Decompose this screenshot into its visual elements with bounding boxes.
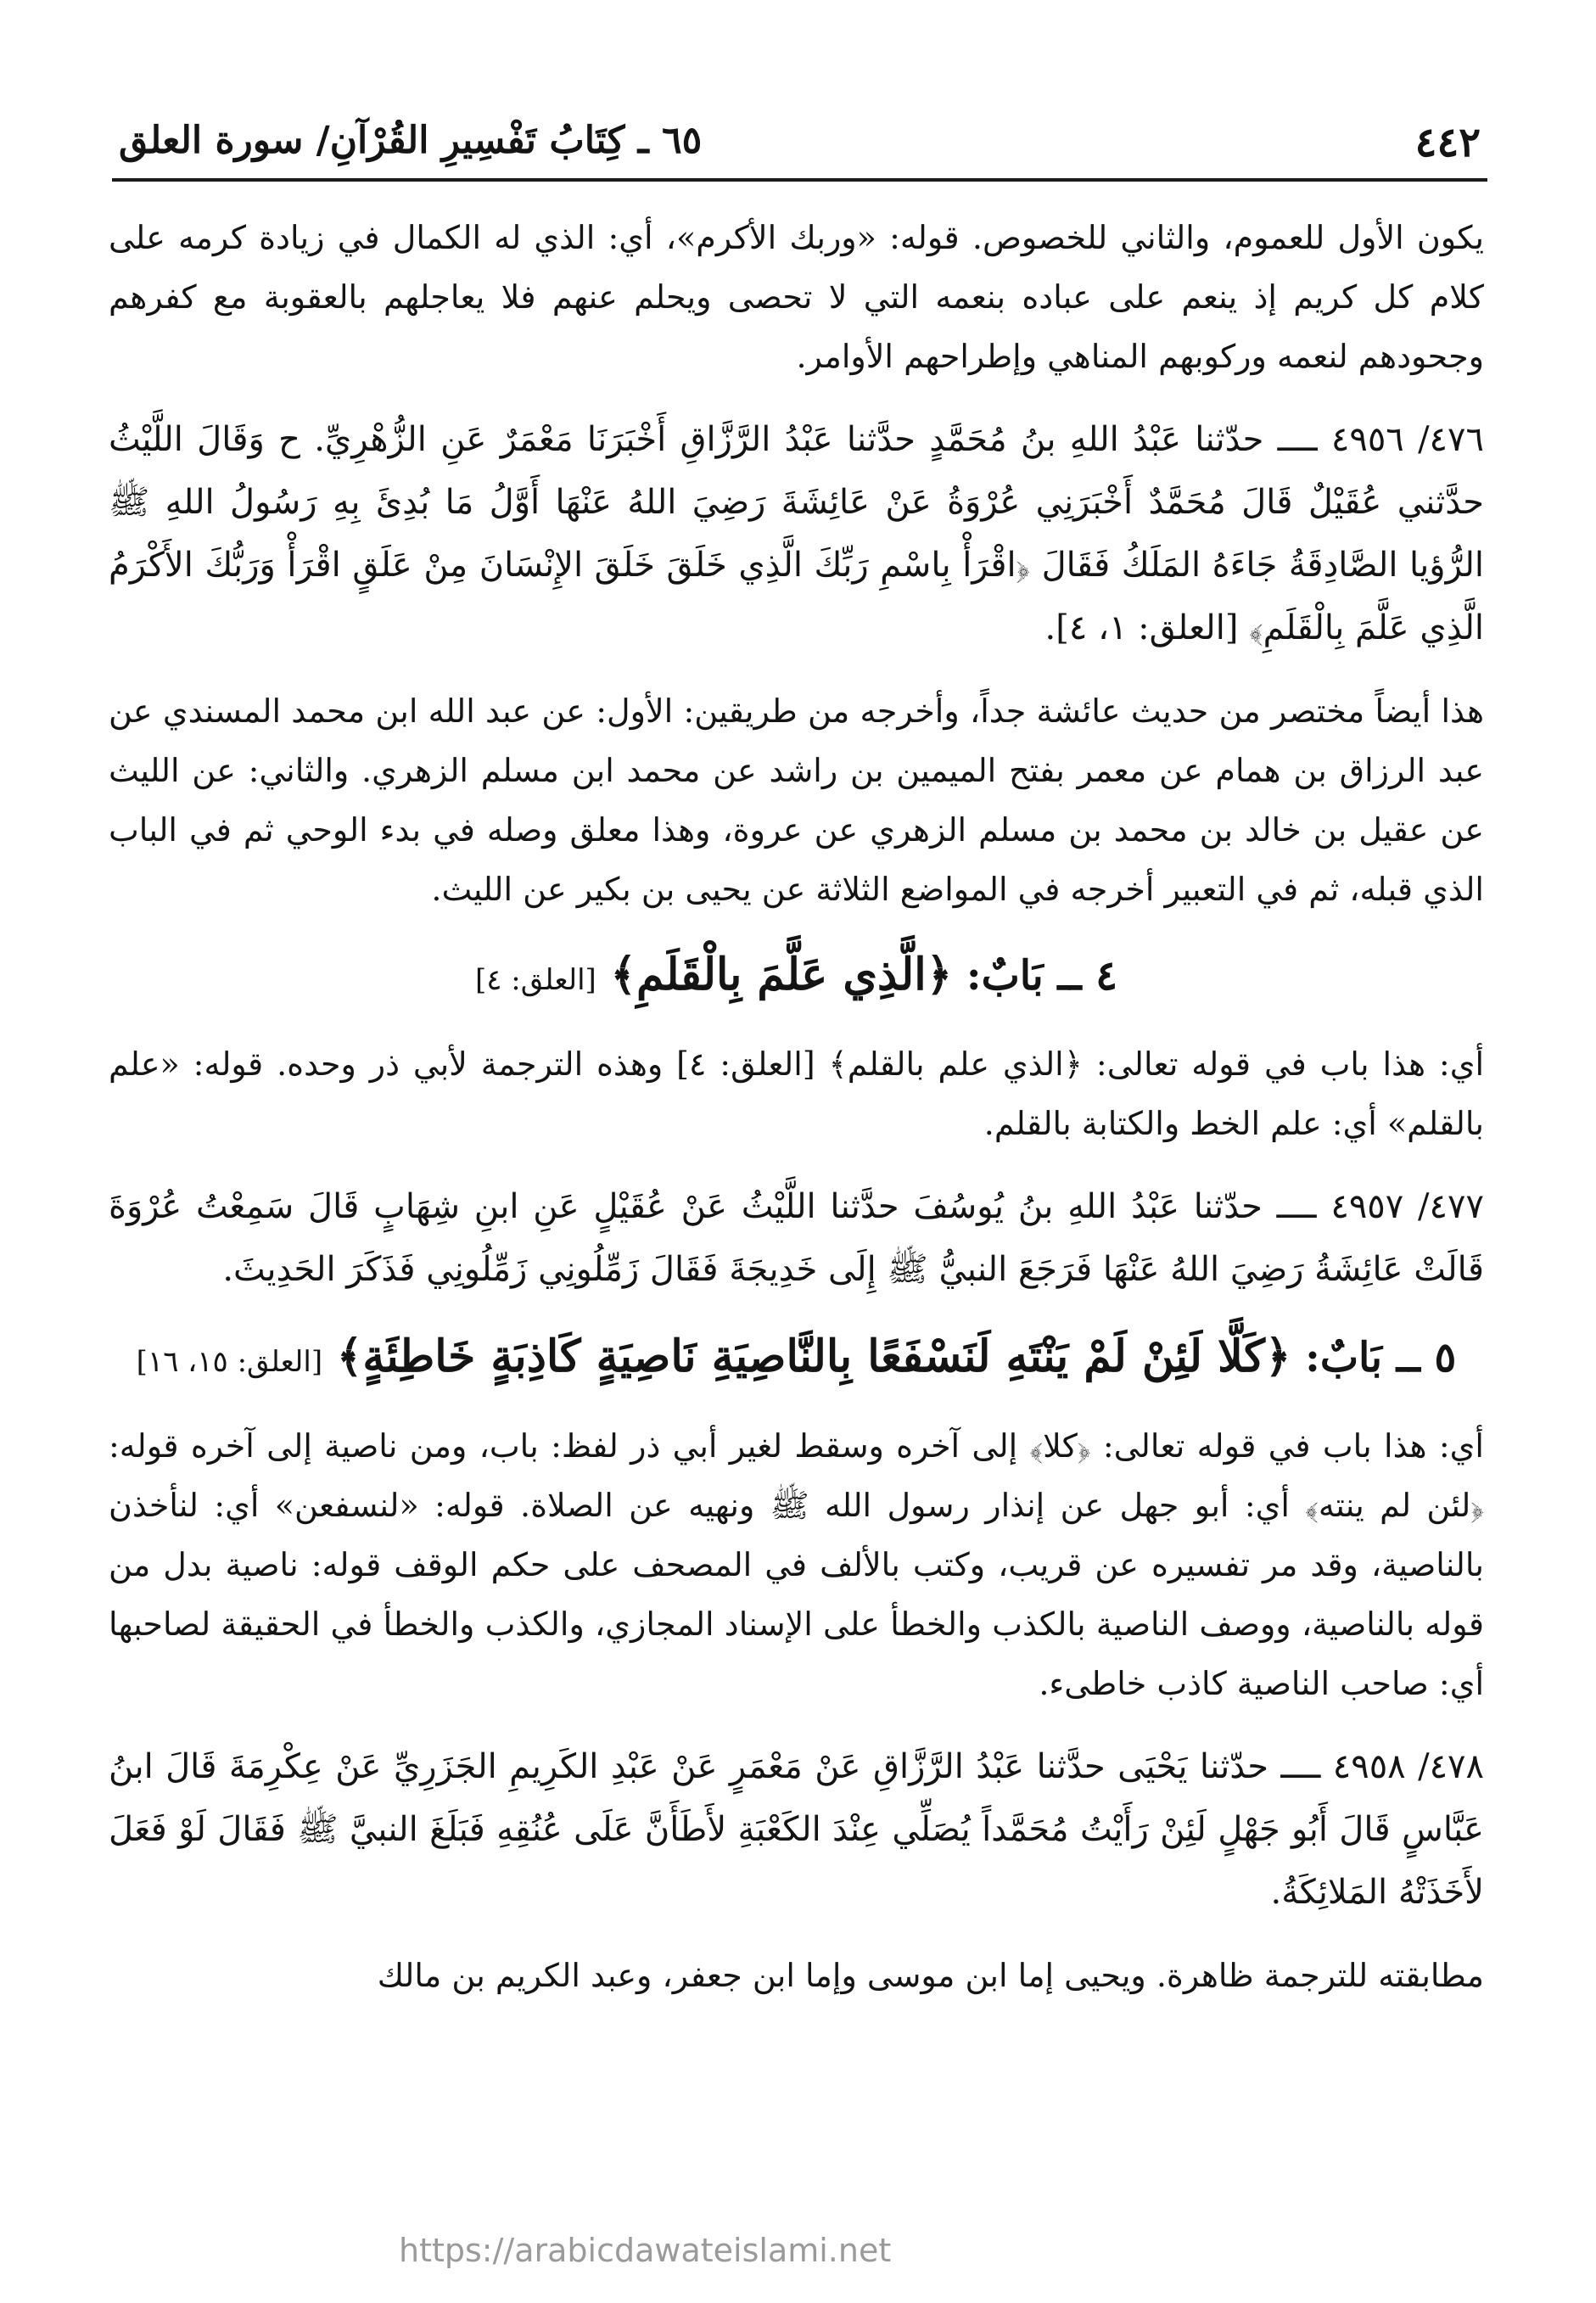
hadith-476 xyxy=(109,408,1484,659)
verse-reference: [العلق: ١٥، ١٦] xyxy=(136,1345,323,1379)
hadith-text: ٤٧٦/ ٤٩٥٦ ــــ حدّثنا عَبْدُ اللهِ بنُ مُحَمَّدٍ حدَّثنا عَبْدُ الرَّزَّاقِ أَخْبَرَنَا مَعْمَرٌ عَنِ الزُّهْرِيِّ. ح وَقَالَ اللَّيْثُ حدَّثني عُقَيْلٌ قَالَ مُحَمَّدٌ أَخْبَرَنِي عُرْوَةُ عَنْ عَائِشَةَ رَضِيَ اللهُ عَنْهَا أَوَّلُ مَا بُدِئَ بِهِ رَسُولُ اللهِ ﷺ الرُّؤيا الصَّادِقَةُ جَاءَهُ المَلَكُ فَقَالَ ﴿اقْرَأْ بِاسْمِ رَبِّكَ الَّذِي خَلَقَ خَلَقَ الإِنْسَانَ مِنْ عَلَقٍ اقْرَأْ وَرَبُّكَ الأَكْرَمُ الَّذِي عَلَّمَ بِالْقَلَمِ﴾ [العلق: ١، ٤]. xyxy=(109,420,1484,647)
hadith-text: ٤٧٧/ ٤٩٥٧ ــــ حدّثنا عَبْدُ اللهِ بنُ يُوسُفَ حدَّثنا اللَّيْثُ عَنْ عُقَيْلٍ عَنِ ابنِ شِهَابٍ قَالَ سَمِعْتُ عُرْوَةَ قَالَتْ عَائِشَةُ رَضِيَ اللهُ عَنْهَا فَرَجَعَ النبيُّ ﷺ إِلَى خَدِيجَةَ فَقَالَ زَمِّلُونِي زَمِّلُونِي فَذَكَرَ الحَدِيثَ. xyxy=(109,1187,1484,1289)
commentary-paragraph xyxy=(109,1416,1484,1713)
commentary-paragraph xyxy=(109,208,1484,386)
paragraph-text: هذا أيضاً مختصر من حديث عائشة جداً، وأخرجه من طريقين: الأول: عن عبد الله ابن محمد المسندي عن عبد الرزاق بن همام عن معمر بفتح الميمين بن راشد عن محمد ابن مسلم الزهري. والثاني: عن الليث عن عقيل بن خالد بن محمد بن مسلم الزهري عن عروة، وهذا معلق وصله في بدء الوحي ثم في الباب الذي قبله، ثم في التعبير أخرجه في المواضع الثلاثة عن يحيى بن بكير عن الليث. xyxy=(109,692,1485,908)
verse-reference: [العلق: ٤] xyxy=(474,963,596,997)
hadith-text: ٤٧٨/ ٤٩٥٨ ــــ حدّثنا يَحْيَى حدَّثنا عَبْدُ الرَّزَّاقِ عَنْ مَعْمَرٍ عَنْ عَبْدِ الكَرِيمِ الجَزَرِيِّ عَنْ عِكْرِمَةَ قَالَ ابنُ عَبَّاسٍ قَالَ أَبُو جَهْلٍ لَئِنْ رَأَيْتُ مُحَمَّداً يُصَلِّي عِنْدَ الكَعْبَةِ لأَطَأَنَّ عَلَى عُنُقِهِ فَبَلَغَ النبيَّ ﷺ فَقَالَ لَوْ فَعَلَ لأَخَذَتْهُ المَلائِكَةُ. xyxy=(109,1747,1485,1912)
hadith-477 xyxy=(109,1175,1484,1301)
page-header xyxy=(112,100,1487,182)
paragraph-text: أي: هذا باب في قوله تعالى: ﴿كلا﴾ إلى آخره وسقط لغير أبي ذر لفظ: باب، ومن ناصية إلى آخره قوله: ﴿لئن لم ينته﴾ أي: أبو جهل عن إنذار رسول الله ﷺ ونهيه عن الصلاة. قوله: «لنسفعن» أي: لنأخذن بالناصية، وقد مر تفسيره عن قريب، وكتب بالألف في المصحف على حكم الوقف قوله: ناصية بدل من قوله بالناصية، ووصف الناصية بالكذب والخطأ على الإسناد المجازي، والكذب والخطأ في الحقيقة لصاحبها أي: صاحب الناصية كاذب خاطىء. xyxy=(109,1427,1485,1702)
watermark-url: https://arabicdawateislami.net xyxy=(399,2232,892,2269)
page-number: ٤٤٢ xyxy=(1414,119,1481,166)
quran-verse: ﴿الَّذِي عَلَّمَ بِالْقَلَمِ﴾ xyxy=(610,949,953,1000)
chapter-label: ٥ ــ بَابٌ: xyxy=(1305,1334,1457,1381)
page-body xyxy=(109,208,1484,2027)
commentary-paragraph xyxy=(109,681,1484,919)
hadith-478 xyxy=(109,1735,1484,1924)
paragraph-text: أي: هذا باب في قوله تعالى: ﴿الذي علم بالقلم﴾ [العلق: ٤] وهذه الترجمة لأبي ذر وحده. قوله: «علم بالقلم» أي: علم الخط والكتابة بالقلم. xyxy=(109,1045,1484,1142)
commentary-paragraph xyxy=(109,1034,1484,1153)
paragraph-text: مطابقته للترجمة ظاهرة. ويحيى إما ابن موسى وإما ابن جعفر، وعبد الكريم بن مالك xyxy=(377,1957,1484,1994)
chapter-label: ٤ ــ بَابٌ: xyxy=(966,952,1118,1000)
paragraph-text: يكون الأول للعموم، والثاني للخصوص. قوله: «وربك الأكرم»، أي: الذي له الكمال في زيادة كرمه على كلام كل كريم إذ ينعم على عباده بنعمه التي لا تحصى ويحلم عنهم فلا يعاجلهم بالعقوبة مع كفرهم وجحودهم لنعمه وركوبهم المناهي وإطراحهم الأوامر. xyxy=(109,219,1484,375)
commentary-paragraph xyxy=(109,1946,1484,2005)
chapter-heading-4 xyxy=(109,941,1484,1014)
running-title: ٦٥ ـ كِتَابُ تَفْسِيرِ القُرْآنِ/ سورة العلق xyxy=(119,119,703,162)
quran-verse: ﴿كَلَّا لَئِنْ لَمْ يَنْتَهِ لَنَسْفَعًا بِالنَّاصِيَةِ نَاصِيَةٍ كَاذِبَةٍ خَاطِئَةٍ﴾ xyxy=(336,1331,1291,1382)
chapter-heading-5 xyxy=(109,1323,1484,1396)
